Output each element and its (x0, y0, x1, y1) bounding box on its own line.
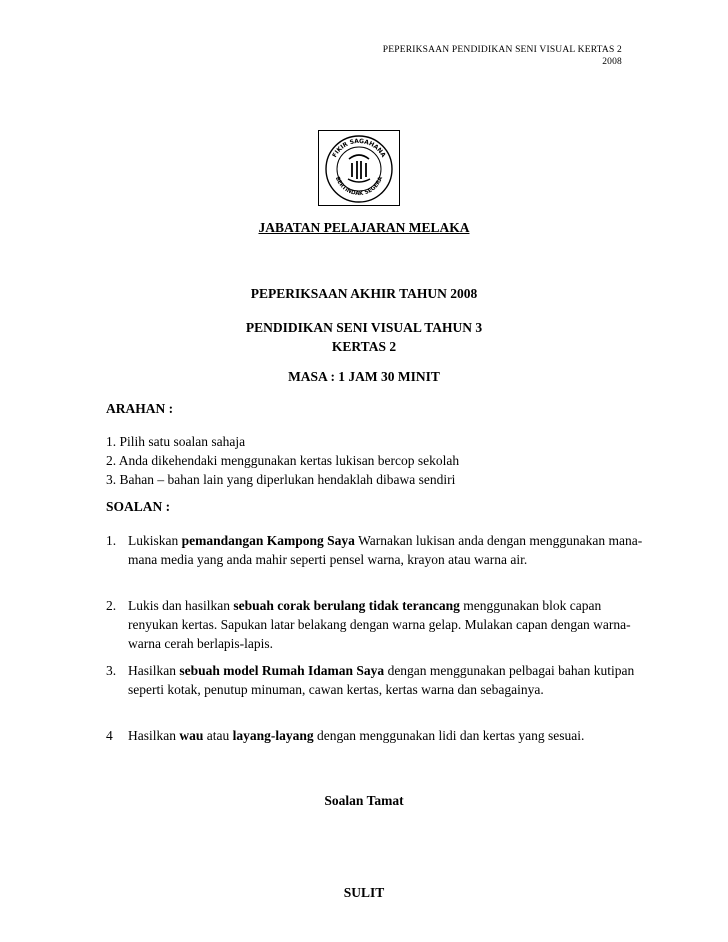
question-2 (106, 596, 646, 653)
header-year: 2008 (602, 57, 622, 67)
questions-heading: SOALAN : (106, 499, 171, 514)
subject-title: PENDIDIKAN SENI VISUAL TAHUN 3 (245, 320, 483, 335)
school-crest-icon (319, 131, 399, 205)
department-title: JABATAN PELAJARAN MELAKA (258, 220, 470, 235)
instruction-item: 2. Anda dikehendaki menggunakan kertas lukisan bercop sekolah (106, 453, 460, 468)
instruction-item: 1. Pilih satu soalan sahaja (106, 434, 246, 449)
logo-motto-bottom: BERTINDAK SEGERA (333, 176, 385, 198)
question-1 (106, 531, 646, 569)
logo-frame (318, 130, 400, 206)
question-number: 4 (106, 728, 113, 743)
question-number: 2. (106, 598, 117, 613)
svg-text:FIKIR SAGAHANA (331, 138, 387, 159)
question-text: Lukiskan pemandangan Kampong Saya Warnakan lukisan anda dengan menggunakan mana-mana media yang anda mahir seperti pensel warna, krayon atau warna air. (128, 533, 643, 567)
question-number: 3. (106, 663, 117, 678)
instructions-heading: ARAHAN : (106, 401, 174, 416)
duration: MASA : 1 JAM 30 MINIT (288, 369, 440, 384)
question-4 (106, 726, 646, 745)
footer-classification: SULIT (343, 885, 385, 900)
question-number: 1. (106, 533, 117, 548)
exam-title: PEPERIKSAAN AKHIR TAHUN 2008 (250, 286, 478, 301)
question-3 (106, 661, 646, 699)
svg-text:BERTINDAK SEGERA (334, 175, 384, 197)
question-text: Lukis dan hasilkan sebuah corak berulang tidak terancang menggunakan blok capan renyukan kertas. Sapukan latar belakang dengan warna gelap. Mulakan capan dengan warna-warna cerah berlapis-lapis. (128, 598, 631, 651)
running-header (383, 44, 622, 68)
instructions-list (106, 432, 646, 489)
header-title: PEPERIKSAAN PENDIDIKAN SENI VISUAL KERTAS 2 (382, 45, 622, 55)
instruction-item: 3. Bahan – bahan lain yang diperlukan hendaklah dibawa sendiri (106, 472, 456, 487)
paper-title: KERTAS 2 (331, 339, 397, 354)
logo-motto-top: FIKIR SAGAHANA (331, 137, 387, 159)
end-marker: Soalan Tamat (324, 793, 404, 808)
question-text: Hasilkan sebuah model Rumah Idaman Saya dengan menggunakan pelbagai bahan kutipan seperti kotak, penutup minuman, cawan kertas, kertas warna dan sebagainya. (128, 663, 635, 697)
question-text: Hasilkan wau atau layang-layang dengan menggunakan lidi dan kertas yang sesuai. (128, 728, 585, 743)
